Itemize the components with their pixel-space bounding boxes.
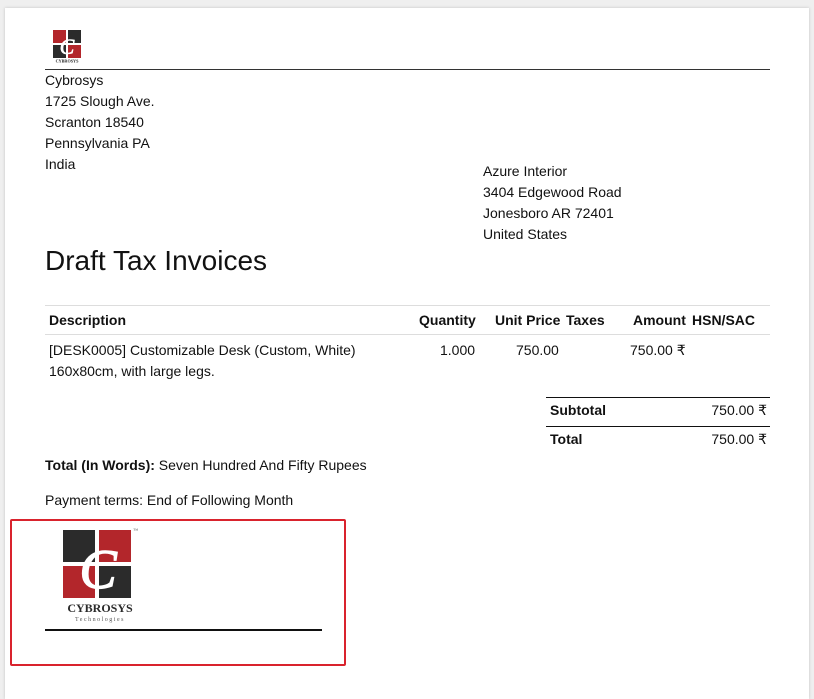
table-row-description — [49, 340, 356, 382]
partner-city: Jonesboro AR 72401 — [483, 205, 614, 221]
header-description: Description — [49, 312, 127, 328]
subtotal-label: Subtotal — [550, 402, 606, 418]
partner-street: 3404 Edgewood Road — [483, 184, 622, 200]
cybrosys-logo-icon — [57, 526, 143, 626]
amount-in-words-value: Seven Hundred And Fifty Rupees — [154, 457, 367, 473]
partner-name: Azure Interior — [483, 163, 568, 179]
amount-in-words — [45, 455, 367, 476]
header-quantity: Quantity — [419, 312, 476, 328]
payment-terms: Payment terms: End of Following Month — [45, 492, 294, 508]
company-name: Cybrosys — [45, 72, 104, 88]
company-state: Pennsylvania PA — [45, 135, 150, 151]
company-country: India — [45, 156, 76, 172]
svg-text:™: ™ — [133, 529, 138, 534]
partner-address — [483, 161, 622, 245]
total-label: Total — [550, 431, 583, 447]
invoice-page — [5, 8, 809, 699]
description-line-1: [DESK0005] Customizable Desk (Custom, White) — [49, 342, 356, 358]
table-row-quantity: 1.000 — [440, 342, 476, 358]
svg-text:C: C — [79, 539, 117, 601]
company-address — [45, 70, 155, 175]
partner-country: United States — [483, 226, 568, 242]
total-value: 750.00 ₹ — [711, 431, 767, 447]
logo-text: CYBROSYS — [67, 601, 133, 615]
company-street: 1725 Slough Ave. — [45, 93, 155, 109]
table-top-border — [45, 305, 770, 306]
header-taxes: Taxes — [566, 312, 605, 328]
document-title: Draft Tax Invoices — [45, 245, 268, 276]
company-city: Scranton 18540 — [45, 114, 144, 130]
total-top-border — [546, 426, 770, 427]
header-amount: Amount — [633, 312, 686, 328]
svg-text:C: C — [59, 34, 75, 59]
table-row-amount: 750.00 ₹ — [630, 342, 686, 358]
description-line-2: 160x80cm, with large legs. — [49, 363, 215, 379]
logo-subtext: Technologies — [75, 617, 125, 623]
header-hsn: HSN/SAC — [692, 312, 756, 328]
table-row-unit-price: 750.00 — [516, 342, 559, 358]
signature-line — [45, 629, 322, 631]
amount-in-words-label: Total (In Words): — [45, 457, 155, 473]
header-unit-price: Unit Price — [495, 312, 561, 328]
table-header-divider — [45, 334, 770, 335]
subtotal-top-border — [546, 397, 770, 398]
subtotal-value: 750.00 ₹ — [711, 402, 767, 418]
company-logo-icon — [49, 28, 85, 64]
logo-small-text: CYBROSYS — [55, 58, 79, 64]
